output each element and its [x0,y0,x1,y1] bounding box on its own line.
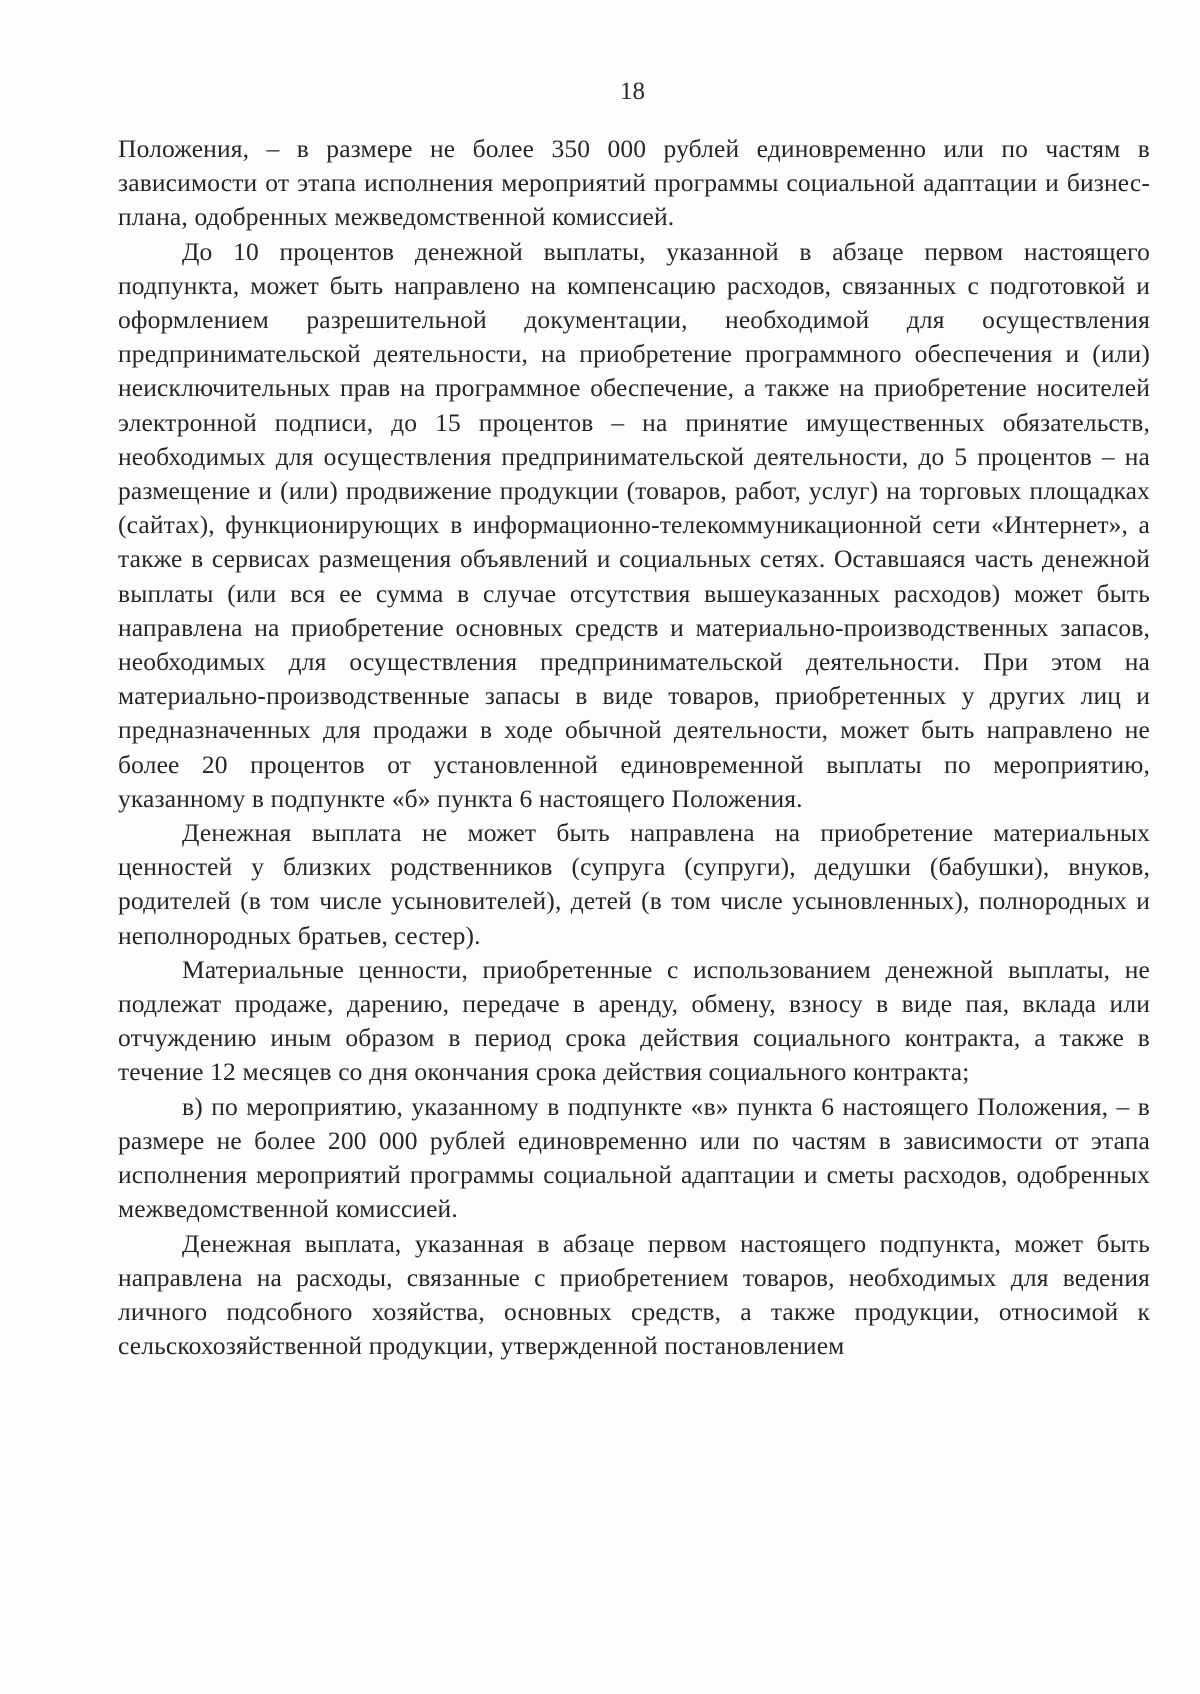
paragraph-6: Денежная выплата, указанная в абзаце первом настоящего подпункта, может быть направлена на расходы, связанные с приобретением товаров, необходимых для ведения личного подсобного хозяйства, основных средств, а также продукции, относимой к сельскохозяйственной продукции, утвержденной постановлением [118,1228,1150,1361]
document-body [118,132,1150,1363]
page-number: 18 [620,78,645,105]
paragraph-5: в) по мероприятию, указанному в подпункте «в» пункта 6 настоящего Положения, – в размере не более 200 000 рублей единовременно или по частям в зависимости от этапа исполнения мероприятий программы социальной адаптации и сметы расходов, одобренных межведомственной комиссией. [118,1091,1150,1224]
paragraph-4: Материальные ценности, приобретенные с использованием денежной выплаты, не подлежат продаже, дарению, передаче в аренду, обмену, взносу в виде пая, вклада или отчуждению иным образом в период срока действия социального контракта, а также в течение 12 месяцев со дня окончания срока действия социального контракта; [118,954,1150,1087]
paragraph-3: Денежная выплата не может быть направлена на приобретение материальных ценностей у близких родственников (супруга (супруги), дедушки (бабушки), внуков, родителей (в том числе усыновителей), детей (в том числе усыновленных), полнородных и неполнородных братьев, сестер). [118,818,1150,950]
paragraph-1: Положения, – в размере не более 350 000 рублей единовременно или по частям в зависимости от этапа исполнения мероприятий программы социальной адаптации и бизнес-плана, одобренных межведомственной комиссией. [118,134,1150,232]
paragraph-2: До 10 процентов денежной выплаты, указанной в абзаце первом настоящего подпункта, может быть направлено на компенсацию расходов, связанных с подготовкой и оформлением разрешительной документации, необходимой для осуществления предпринимательской деятельности, на приобретение программного обеспечения и (или) неисключительных прав на программное обеспечение, а также на приобретение носителей электронной подписи, до 15 процентов – на принятие имущественных обязательств, необходимых для осуществления предпринимательской деятельности, до 5 процентов – на размещение и (или) продвижение продукции (товаров, работ, услуг) на торговых площадках (сайтах), функционирующих в информационно-телекоммуникационной сети «Интернет», а также в сервисах размещения объявлений и социальных сетях. Оставшаяся часть денежной выплаты (или вся ее сумма в случае отсутствия вышеуказанных расходов) может быть направлена на приобретение основных средств и материально-производственных запасов, необходимых для осуществления предпринимательской деятельности. При этом на материально-производственные запасы в виде товаров, приобретенных у других лиц и предназначенных для продажи в ходе обычной деятельности, может быть направлено не более 20 процентов от установленной единовременной выплаты по мероприятию, указанному в подпункте «б» пункта 6 настоящего Положения. [118,236,1150,813]
